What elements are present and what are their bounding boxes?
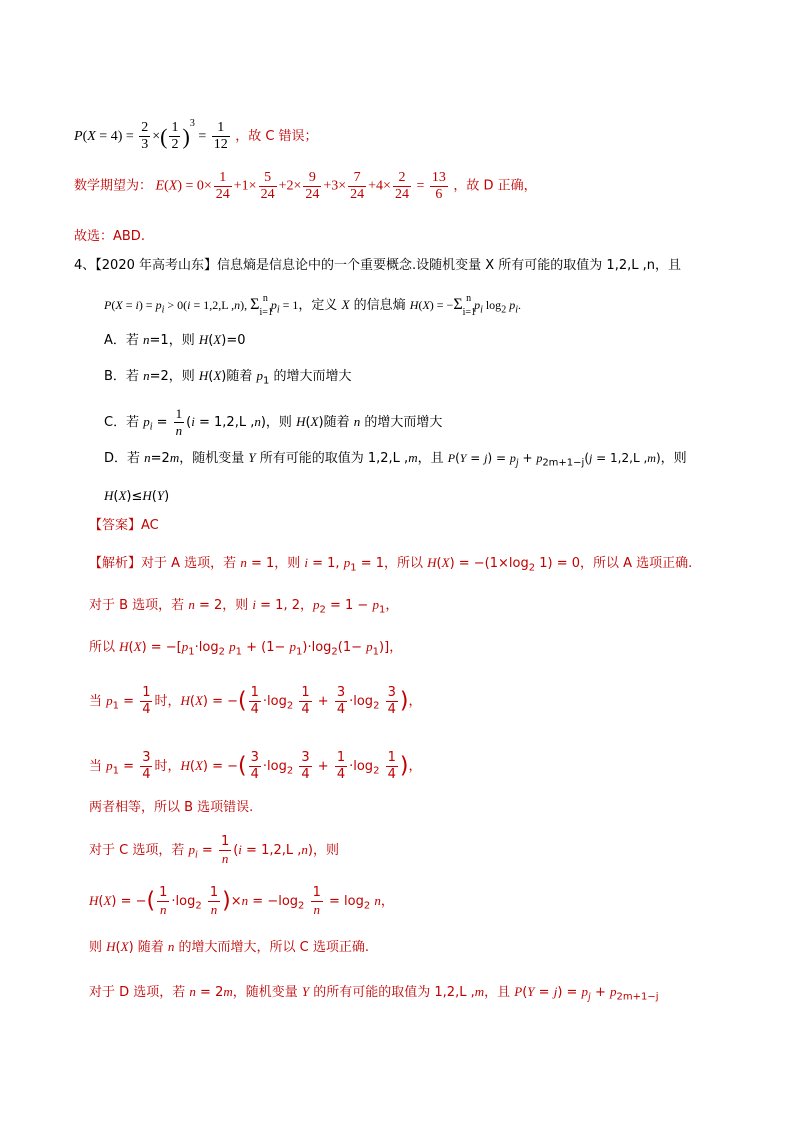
expectation-suffix: ，故 D 正确，	[453, 178, 537, 194]
option-d-cont: H(X)≤H(Y)	[104, 488, 170, 504]
option-a: A．若 n=1，则 H(X)=0	[104, 332, 246, 348]
choose-line: 故选：ABD.	[74, 229, 145, 244]
question-4-condition: $P(X = i) = p_i > 0(i = 1,2,L$ ,n), $\Sigma_{i=1}^n$ $p_i = 1$，定义 X 的信息熵 $H(X) = -\Sigma_{i=1}^n$ $p_i$ $\log_2 p_i$.	[104, 293, 521, 318]
analysis-line-b3: 当 $p_1$ = $\frac{1}{4}$ 时，H(X) = −( $\frac{1}{4}$ $\cdot\log_2$ $\frac{1}{4}$ + $\frac{3}{4}$ $\cdot\log_2$ $\frac{3}{4}$ )，	[89, 685, 422, 717]
block1-suffix: ，故 C 错误；	[235, 129, 318, 144]
eq-p-x-4: P(X = 4) = $\frac{2}{3}$ ×( $\frac{1}{2}$ )$^3$ = $\frac{1}{12}$ ，故 C 错误；	[74, 118, 318, 153]
question-source: 【2020 年高考山东】	[95, 258, 217, 273]
question-stem: 信息熵是信息论中的一个重要概念.设随机变量 X 所有可能的取值为 1,2,L ,n，且	[217, 258, 681, 273]
option-d: D．若 n=2m，随机变量 Y 所有可能的取值为 1,2,L ,m，且 $P(Y = j) = p_j + p_{2m+1-j}(j = 1,2,L$ ,m)，则	[104, 450, 687, 469]
question-4-stem	[74, 257, 681, 275]
analysis-line-c1: 对于 C 选项，若 $p_i$ = $\frac{1}{n}$ (i = 1,2,L ,n)，则	[89, 834, 339, 866]
eq-p-x-4-math: P	[74, 129, 83, 144]
analysis-line-b1: 对于 B 选项，若 n = 2，则 i = 1, 2，$p_2 = 1 - p_1$，	[89, 597, 399, 616]
question-number: 4、	[74, 258, 96, 273]
option-b: B．若 n=2，则 H(X)随着 $p_1$ 的增大而增大	[104, 368, 352, 387]
analysis-line-b4: 当 $p_1$ = $\frac{3}{4}$ 时，H(X) = −( $\frac{3}{4}$ $\cdot\log_2$ $\frac{3}{4}$ + $\frac{1}{4}$ $\cdot\log_2$ $\frac{1}{4}$ )，	[89, 750, 422, 782]
analysis-label: 【解析】	[89, 556, 142, 571]
answer-label: 【答案】	[89, 518, 142, 533]
analysis-line-c3: 则 H(X) 随着 n 的增大而增大，所以 C 选项正确.	[89, 939, 370, 955]
option-c: C．若 $p_i$ = $\frac{1}{n}$ (i = 1,2,L ,n)，则 H(X)随着 n 的增大而增大	[104, 406, 443, 438]
answer-value: AC	[141, 518, 159, 533]
analysis-line-b2: 所以 $H(X) = -[p_1\cdot\log_2$ $p_1 + (1- p_1)\cdot\log_2(1- p_1)$]，	[89, 639, 403, 658]
analysis-line-c2: H(X) = −( $\frac{1}{n}$ $\cdot\log_2$ $\frac{1}{n}$ )$\times n = -\log_2$ $\frac{1}{n}$ = $\log_2 n$，	[89, 885, 394, 917]
expectation-line: 数学期望为： E(X) = 0× $\frac{1}{24}$ +1× $\frac{5}{24}$ +2× $\frac{9}{24}$ +3× $\frac{7}{24}$ +4× $\frac{2}{24}$ = $\frac{13}{6}$ ，故 D 正确，	[74, 170, 537, 202]
expectation-prefix: 数学期望为：	[74, 178, 153, 194]
analysis-line-b5: 两者相等，所以 B 选项错误.	[89, 800, 254, 815]
answer-line	[89, 517, 159, 535]
analysis-line-a: 【解析】对于 A 选项，若 n = 1，则 i = 1, $p_1 = 1$，所以 $H(X) = -(1\times\log_2$ 1) = 0，所以 A 选项正确.	[89, 555, 693, 574]
analysis-line-d1: 对于 D 选项，若 n = 2m，随机变量 Y 的所有可能的取值为 1,2,L ,m，且 $P(Y = j) = p_j + p_{2m+1-j}$	[89, 984, 659, 1003]
